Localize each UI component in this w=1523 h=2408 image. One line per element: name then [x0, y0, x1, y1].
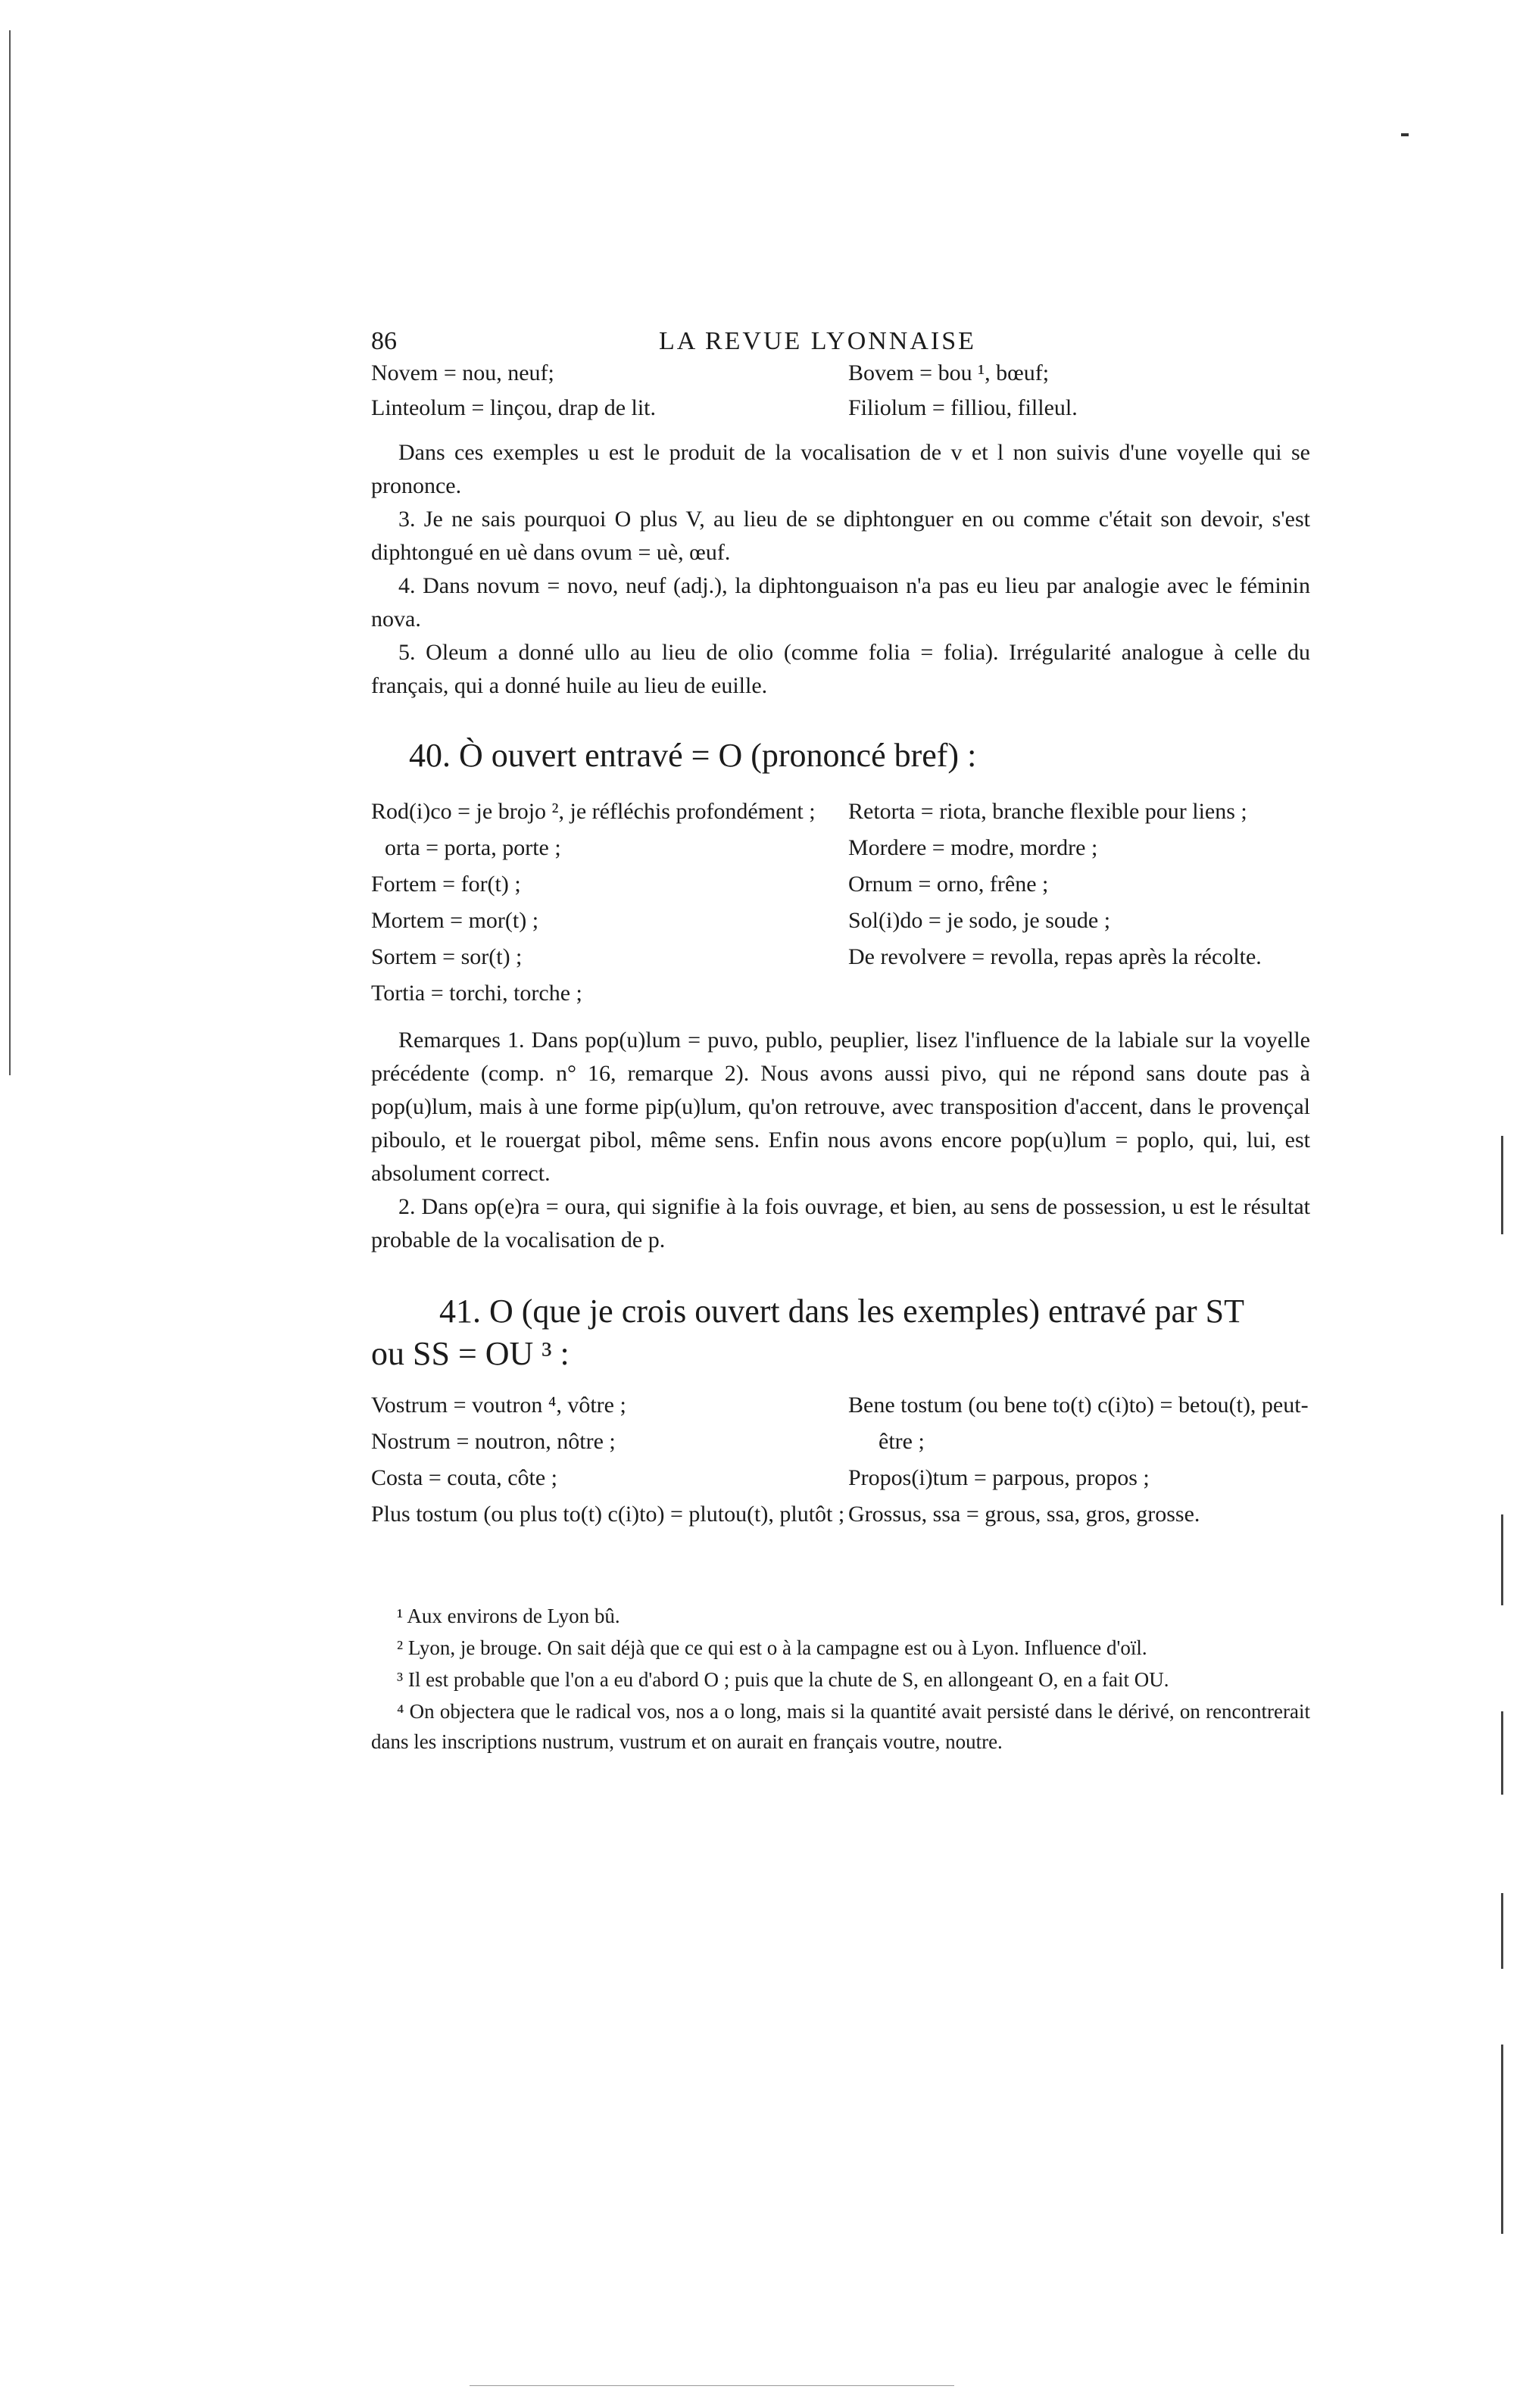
- document-page: [371, 303, 1310, 1758]
- footnote: ³ Il est probable que l'on a eu d'abord O ; puis que la chute de S, en allongeant O, en a fait OU.: [397, 1668, 1169, 1691]
- paragraph: 5. Oleum a donné ullo au lieu de olio (comme folia = folia). Irrégularité analogue à celle du français, qui a donné huile au lieu de euille.: [371, 640, 1310, 698]
- example-entry: Costa = couta, côte ;: [371, 1465, 558, 1490]
- scan-speck: [1401, 133, 1409, 136]
- page-number: 86: [371, 327, 397, 355]
- section-41-title: [371, 1290, 1310, 1375]
- example-entry: Grossus, ssa = grous, ssa, gros, grosse.: [848, 1502, 1200, 1527]
- example-entry: orta = porta, porte ;: [385, 835, 561, 860]
- remark-paragraph: Remarques 1. Dans pop(u)lum = puvo, publo, peuplier, lisez l'influence de la labiale sur la voyelle précédente (comp. n° 16, remarque 2). Nous avons aussi pivo, qui ne répond sans doute pas à pop(u)lum, mais à une forme pip(u)lum, qu'on retrouve, avec transposition d'accent, dans le provençal piboulo, et le rouergat pibol, même sens. Enfin nous avons encore pop(u)lum = poplo, qui, lui, est absolument correct.: [371, 1028, 1310, 1186]
- commentary: [371, 436, 1310, 703]
- footnote: ² Lyon, je brouge. On sait déjà que ce qui est o à la campagne est ou à Lyon. Influence d'oïl.: [397, 1636, 1147, 1659]
- example-right: Bovem = bou ¹, bœuf;: [848, 360, 1050, 385]
- example-entry: Rod(i)co = je brojo ², je réfléchis profondément ;: [371, 799, 816, 824]
- section-41-title-line1: 41. O (que je crois ouvert dans les exemples) entravé par ST: [439, 1293, 1244, 1330]
- example-row: [371, 391, 1310, 426]
- example-entry: Sortem = sor(t) ;: [371, 944, 523, 969]
- paragraph: 4. Dans novum = novo, neuf (adj.), la diphtonguaison n'a pas eu lieu par analogie avec le féminin nova.: [371, 573, 1310, 632]
- example-entry: Nostrum = noutron, nôtre ;: [371, 1429, 616, 1454]
- example-right: Filiolum = filliou, filleul.: [848, 395, 1078, 420]
- example-entry: De revolvere = revolla, repas après la récolte.: [848, 944, 1262, 969]
- example-entry: Mortem = mor(t) ;: [371, 908, 539, 933]
- scan-edge-right: [1501, 1893, 1503, 1969]
- example-row: [371, 356, 1310, 391]
- footnote: ¹ Aux environs de Lyon bû.: [397, 1605, 620, 1627]
- page-bottom-rule: [470, 2385, 954, 2386]
- example-pairs: [371, 356, 1310, 426]
- example-entry: Ornum = orno, frêne ;: [848, 872, 1049, 897]
- right-column: [848, 1387, 1310, 1533]
- example-entry: Mordere = modre, mordre ;: [848, 835, 1098, 860]
- section-40-examples: [371, 794, 1310, 1012]
- example-entry: Retorta = riota, branche flexible pour liens ;: [848, 799, 1247, 824]
- footnote: ⁴ On objectera que le radical vos, nos a o long, mais si la quantité avait persisté dans le dérivé, on rencontrerait dans les inscriptions nustrum, vustrum et on aurait en français voutre, noutre.: [371, 1700, 1310, 1753]
- scan-edge-left: [9, 30, 11, 1075]
- scan-edge-right: [1501, 2045, 1503, 2234]
- left-column: [371, 794, 848, 1012]
- example-entry: Plus tostum (ou plus to(t) c(i)to) = plutou(t), plutôt ;: [371, 1502, 845, 1527]
- scan-edge-right: [1501, 1514, 1503, 1605]
- example-left: Linteolum = linçou, drap de lit.: [371, 395, 657, 420]
- section-41-title-line2: ou SS = OU ³ :: [371, 1335, 570, 1372]
- example-left: Novem = nou, neuf;: [371, 360, 554, 385]
- section-40-title: 40. Ò ouvert entravé = O (prononcé bref) :: [409, 737, 977, 774]
- section-41-examples: [371, 1387, 1310, 1533]
- footnotes: [371, 1601, 1310, 1757]
- remarks: [371, 1024, 1310, 1257]
- scan-edge-right: [1501, 1136, 1503, 1234]
- remark-paragraph: 2. Dans op(e)ra = oura, qui signifie à la fois ouvrage, et bien, au sens de possession, u est le résultat probable de la vocalisation de p.: [371, 1194, 1310, 1252]
- example-entry: Tortia = torchi, torche ;: [371, 981, 582, 1006]
- page-header: [371, 303, 1310, 356]
- example-entry: Fortem = for(t) ;: [371, 872, 521, 897]
- paragraph: 3. Je ne sais pourquoi O plus V, au lieu de se diphtonguer en ou comme c'était son devoir, s'est diphtongué en uè dans ovum = uè, œuf.: [371, 507, 1310, 565]
- paragraph: Dans ces exemples u est le produit de la vocalisation de v et l non suivis d'une voyelle qui se prononce.: [371, 440, 1310, 498]
- example-entry: Sol(i)do = je sodo, je soude ;: [848, 908, 1111, 933]
- example-entry: Propos(i)tum = parpous, propos ;: [848, 1465, 1150, 1490]
- example-entry: Bene tostum (ou bene to(t) c(i)to) = betou(t), peut-être ;: [848, 1393, 1309, 1454]
- right-column: [848, 794, 1310, 1012]
- scan-edge-right: [1501, 1711, 1503, 1795]
- running-title: LA REVUE LYONNAISE: [659, 327, 976, 355]
- example-entry: Vostrum = voutron ⁴, vôtre ;: [371, 1393, 626, 1418]
- left-column: [371, 1387, 848, 1533]
